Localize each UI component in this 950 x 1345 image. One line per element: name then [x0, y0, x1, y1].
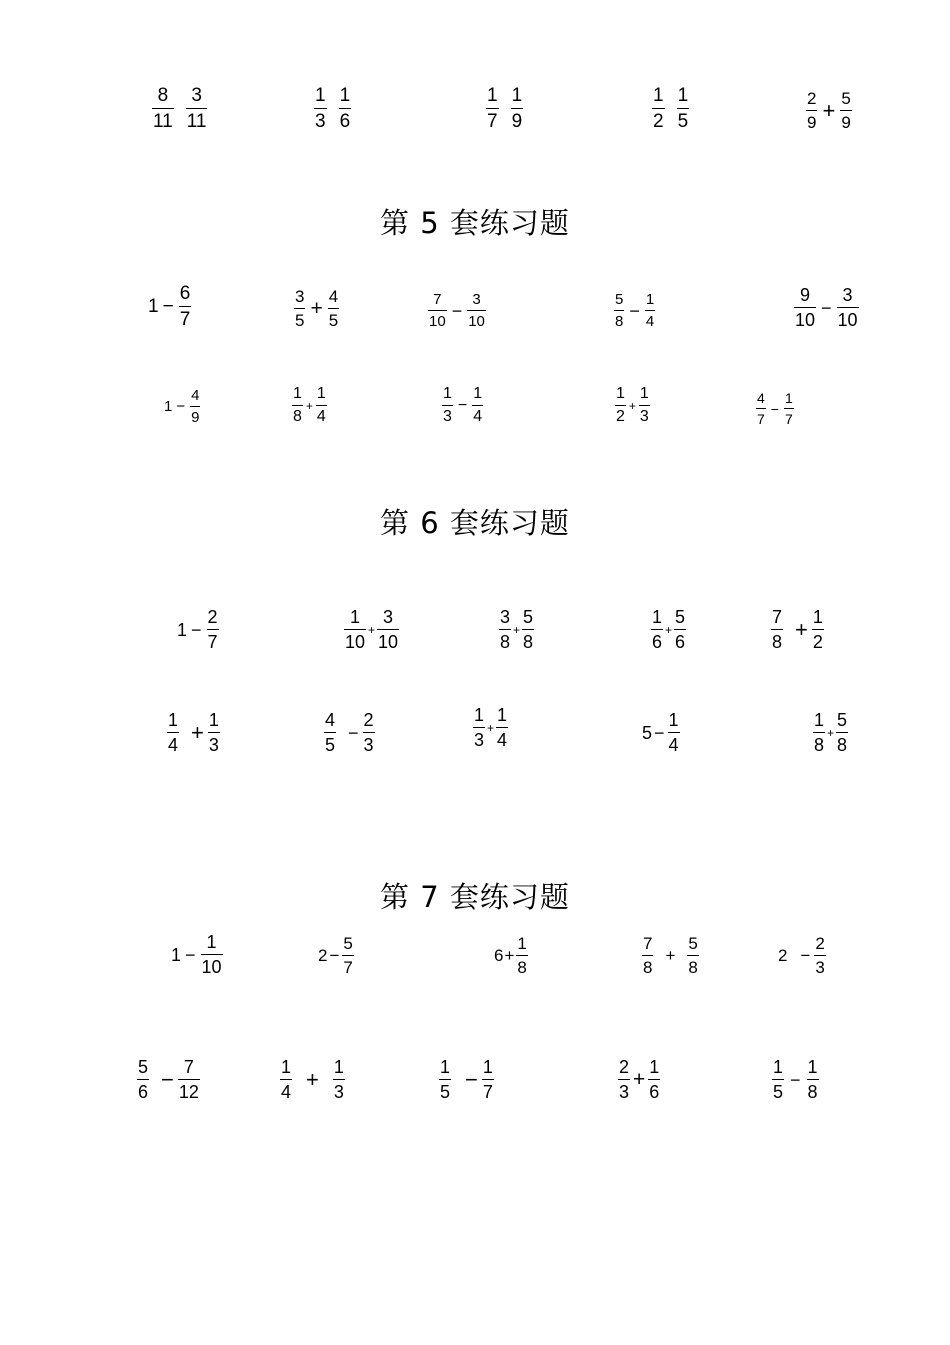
numerator: 1 [316, 385, 326, 402]
fraction-expression [164, 388, 202, 425]
denominator: 10 [837, 310, 858, 330]
numerator: 1 [645, 291, 655, 308]
denominator: 4 [316, 408, 326, 425]
denominator: 8 [807, 1082, 818, 1102]
denominator: 7 [179, 309, 191, 330]
denominator: 4 [473, 408, 483, 425]
numerator: 1 [473, 385, 483, 402]
numerator: 1 [293, 385, 302, 402]
fraction-expression [616, 1058, 662, 1101]
denominator: 8 [615, 313, 624, 330]
fraction [806, 90, 817, 131]
fraction [152, 86, 174, 131]
operator: − [654, 722, 665, 743]
numerator: 5 [615, 291, 624, 308]
fraction [511, 86, 524, 131]
denominator: 9 [841, 113, 851, 132]
numerator: 1 [677, 85, 689, 106]
numerator: 1 [350, 607, 361, 627]
fraction [137, 1058, 149, 1101]
denominator: 10 [468, 313, 485, 330]
numerator: 7 [643, 934, 653, 953]
fraction [813, 711, 825, 754]
numerator: 1 [649, 1057, 660, 1077]
operator: − [629, 300, 640, 321]
set-title: 第 5 套练习题 [380, 206, 570, 240]
whole-number: 1 [177, 619, 188, 640]
numerator: 1 [281, 1057, 292, 1077]
fraction [784, 391, 794, 426]
operator: − [185, 944, 196, 965]
denominator: 7 [784, 411, 793, 427]
numerator: 1 [784, 390, 793, 406]
fraction [339, 86, 352, 131]
denominator: 10 [345, 632, 366, 652]
fraction [208, 711, 220, 754]
whole-number: 2 [318, 946, 328, 965]
denominator: 3 [619, 1082, 630, 1102]
fraction [280, 1058, 292, 1101]
operator: + [310, 297, 323, 320]
denominator: 8 [837, 735, 848, 755]
denominator: 4 [645, 313, 655, 330]
numerator: 9 [800, 285, 811, 305]
numerator: 1 [511, 85, 523, 106]
operator: + [633, 1068, 646, 1091]
fraction [651, 608, 663, 651]
denominator: 5 [295, 311, 305, 330]
denominator: 6 [138, 1082, 149, 1102]
fraction [473, 706, 485, 749]
fraction-expression [471, 706, 510, 749]
operator: + [665, 946, 676, 965]
denominator: 6 [652, 632, 663, 652]
denominator: 10 [378, 632, 399, 652]
operator: + [628, 398, 636, 413]
fraction-expression [494, 935, 530, 976]
whole-number: 2 [778, 946, 788, 965]
denominator: 2 [812, 632, 823, 652]
operator: − [451, 300, 463, 321]
fraction [482, 1058, 494, 1101]
operator: − [162, 296, 174, 317]
fraction [439, 1058, 451, 1101]
numerator: 1 [807, 1057, 818, 1077]
operator: + [487, 720, 495, 735]
denominator: 8 [814, 735, 825, 755]
denominator: 8 [293, 408, 302, 425]
fraction-expression [792, 286, 861, 329]
denominator: 9 [807, 113, 817, 132]
fraction-expression [640, 935, 701, 976]
whole-number: 1 [148, 296, 159, 317]
denominator: 5 [773, 1082, 784, 1102]
fraction-expression [804, 90, 854, 131]
numerator: 4 [328, 287, 339, 306]
fraction-expression [769, 608, 826, 651]
fraction [316, 386, 327, 425]
operator: + [665, 622, 673, 637]
numerator: 5 [841, 89, 851, 108]
denominator: 3 [363, 735, 374, 755]
fraction-expression [342, 608, 401, 651]
operator: + [827, 725, 835, 740]
fraction [615, 386, 626, 425]
numerator: 1 [333, 1057, 344, 1077]
fraction [328, 288, 339, 329]
operator: − [800, 946, 811, 965]
denominator: 7 [757, 411, 765, 427]
denominator: 11 [186, 111, 207, 132]
numerator: 1 [443, 385, 452, 402]
denominator: 11 [153, 111, 173, 132]
fraction [201, 933, 223, 976]
denominator: 4 [168, 735, 179, 755]
numerator: 1 [668, 710, 679, 730]
numerator: 1 [497, 705, 508, 725]
fraction [344, 608, 366, 651]
fraction [836, 711, 848, 754]
operator: + [513, 622, 521, 637]
fraction [772, 1058, 784, 1101]
denominator: 5 [325, 735, 336, 755]
fraction [190, 388, 200, 425]
denominator: 10 [429, 313, 446, 330]
numerator: 1 [339, 85, 351, 106]
set-title: 第 6 套练习题 [380, 506, 570, 540]
operator: − [191, 619, 202, 640]
operator: − [790, 1069, 801, 1090]
denominator: 12 [178, 1082, 199, 1102]
denominator: 3 [315, 111, 326, 132]
fraction-expression [278, 1058, 347, 1101]
numerator: 1 [773, 1057, 784, 1077]
fraction [648, 1058, 660, 1101]
numerator: 7 [772, 607, 783, 627]
fraction [652, 86, 665, 131]
fraction [522, 608, 534, 651]
operator: + [504, 946, 515, 965]
numerator: 3 [383, 607, 394, 627]
fraction-expression [642, 711, 682, 754]
numerator: 1 [206, 932, 217, 952]
numerator: 1 [652, 607, 663, 627]
fraction [807, 1058, 819, 1101]
denominator: 4 [668, 735, 679, 755]
numerator: 1 [812, 607, 823, 627]
numerator: 1 [639, 385, 649, 402]
fraction-expression [312, 86, 353, 131]
numerator: 4 [757, 390, 765, 406]
numerator: 2 [815, 934, 825, 953]
fraction-expression [318, 935, 356, 976]
fraction-expression [437, 1058, 496, 1101]
fraction [840, 90, 851, 131]
denominator: 3 [815, 958, 825, 977]
fraction [645, 292, 655, 329]
denominator: 7 [487, 111, 498, 132]
fraction-expression [292, 288, 341, 329]
fraction [342, 935, 353, 976]
fraction [472, 386, 483, 425]
numerator: 5 [343, 934, 353, 953]
fraction [814, 935, 825, 976]
fraction-expression [612, 292, 657, 329]
numerator: 1 [814, 710, 825, 730]
operator: + [191, 719, 204, 745]
fraction-expression [649, 608, 688, 651]
denominator: 6 [649, 1082, 660, 1102]
operator: + [795, 616, 808, 642]
fraction-expression [171, 933, 225, 976]
numerator: 2 [807, 89, 817, 108]
fraction [294, 288, 305, 329]
fraction [179, 284, 192, 329]
operator: − [329, 946, 340, 965]
operator: + [368, 622, 376, 637]
denominator: 3 [333, 1082, 344, 1102]
numerator: 5 [837, 710, 848, 730]
fraction [178, 1058, 200, 1101]
fraction [499, 608, 511, 651]
fraction [677, 86, 690, 131]
fraction-expression [754, 391, 796, 426]
fraction [674, 608, 686, 651]
fraction [812, 608, 824, 651]
whole-number: 5 [642, 722, 653, 743]
numerator: 1 [482, 1057, 493, 1077]
numerator: 7 [433, 291, 442, 308]
fraction-expression [426, 292, 488, 329]
denominator: 2 [653, 111, 664, 132]
fraction-expression [148, 284, 193, 329]
fraction [167, 711, 179, 754]
numerator: 3 [191, 85, 202, 106]
numerator: 4 [325, 710, 336, 730]
denominator: 4 [497, 730, 508, 750]
denominator: 3 [639, 408, 649, 425]
fraction-expression [811, 711, 850, 754]
fraction [496, 706, 508, 749]
numerator: 2 [363, 710, 374, 730]
numerator: 1 [315, 85, 326, 106]
whole-number: 6 [494, 946, 504, 965]
numerator: 3 [472, 291, 481, 308]
fraction [486, 86, 499, 131]
operator: − [457, 396, 468, 414]
denominator: 8 [523, 632, 534, 652]
fraction [324, 711, 336, 754]
numerator: 1 [208, 710, 219, 730]
fraction [363, 711, 375, 754]
fraction [794, 286, 816, 329]
operator: − [821, 297, 832, 318]
fraction-expression [778, 935, 828, 976]
denominator: 9 [191, 409, 200, 426]
fraction-expression [135, 1058, 202, 1101]
fraction [333, 1058, 345, 1101]
fraction [428, 292, 447, 329]
fraction-expression [497, 608, 536, 651]
denominator: 5 [677, 111, 689, 132]
fraction [614, 292, 624, 329]
operator: + [305, 398, 313, 413]
denominator: 4 [281, 1082, 292, 1102]
fraction [687, 935, 698, 976]
fraction [837, 286, 859, 329]
numerator: 1 [487, 85, 498, 106]
fraction [516, 935, 527, 976]
numerator: 5 [523, 607, 534, 627]
numerator: 5 [688, 934, 698, 953]
denominator: 8 [772, 632, 783, 652]
denominator: 10 [201, 957, 222, 977]
operator: + [306, 1066, 319, 1092]
fraction-expression [770, 1058, 821, 1101]
operator: − [465, 1066, 478, 1092]
denominator: 5 [328, 311, 339, 330]
fraction [442, 386, 453, 425]
denominator: 8 [688, 958, 698, 977]
numerator: 7 [183, 1057, 194, 1077]
fraction-expression [613, 386, 652, 425]
denominator: 6 [675, 632, 686, 652]
fraction [756, 391, 766, 426]
denominator: 3 [474, 730, 485, 750]
denominator: 8 [500, 632, 511, 652]
fraction [642, 935, 653, 976]
whole-number: 1 [171, 944, 182, 965]
fraction-expression [290, 386, 329, 425]
numerator: 1 [440, 1057, 451, 1077]
operator: − [161, 1066, 174, 1092]
numerator: 8 [157, 85, 169, 106]
denominator: 5 [440, 1082, 451, 1102]
denominator: 8 [643, 958, 653, 977]
fraction-expression [650, 86, 691, 131]
numerator: 4 [191, 387, 200, 404]
numerator: 1 [168, 710, 179, 730]
set-title: 第 7 套练习题 [380, 880, 570, 914]
fraction [668, 711, 680, 754]
fraction [639, 386, 650, 425]
fraction-expression [484, 86, 525, 131]
fraction [292, 386, 303, 425]
numerator: 1 [517, 934, 527, 953]
denominator: 7 [343, 958, 353, 977]
numerator: 3 [842, 285, 853, 305]
denominator: 9 [511, 111, 523, 132]
numerator: 3 [295, 287, 305, 306]
fraction-expression [165, 711, 222, 754]
fraction [467, 292, 486, 329]
fraction-expression [322, 711, 377, 754]
numerator: 6 [179, 283, 191, 304]
denominator: 7 [207, 632, 218, 652]
numerator: 1 [653, 85, 664, 106]
denominator: 8 [517, 958, 527, 977]
numerator: 5 [138, 1057, 149, 1077]
denominator: 7 [482, 1082, 493, 1102]
denominator: 10 [795, 310, 816, 330]
fraction [207, 608, 219, 651]
numerator: 2 [207, 607, 218, 627]
fraction-expression [440, 386, 485, 425]
whole-number: 1 [164, 398, 173, 415]
denominator: 3 [208, 735, 219, 755]
numerator: 1 [616, 385, 625, 402]
numerator: 1 [474, 705, 485, 725]
numerator: 5 [675, 607, 686, 627]
fraction-expression [150, 86, 209, 131]
numerator: 2 [619, 1057, 630, 1077]
denominator: 2 [616, 408, 625, 425]
denominator: 3 [443, 408, 452, 425]
numerator: 3 [500, 607, 511, 627]
fraction [771, 608, 783, 651]
operator: + [822, 97, 836, 123]
operator: − [348, 722, 359, 743]
operator: − [770, 400, 779, 417]
denominator: 6 [339, 111, 351, 132]
fraction [618, 1058, 630, 1101]
fraction [377, 608, 399, 651]
operator: − [176, 398, 186, 415]
fraction-expression [177, 608, 221, 651]
fraction [314, 86, 327, 131]
fraction [186, 86, 208, 131]
